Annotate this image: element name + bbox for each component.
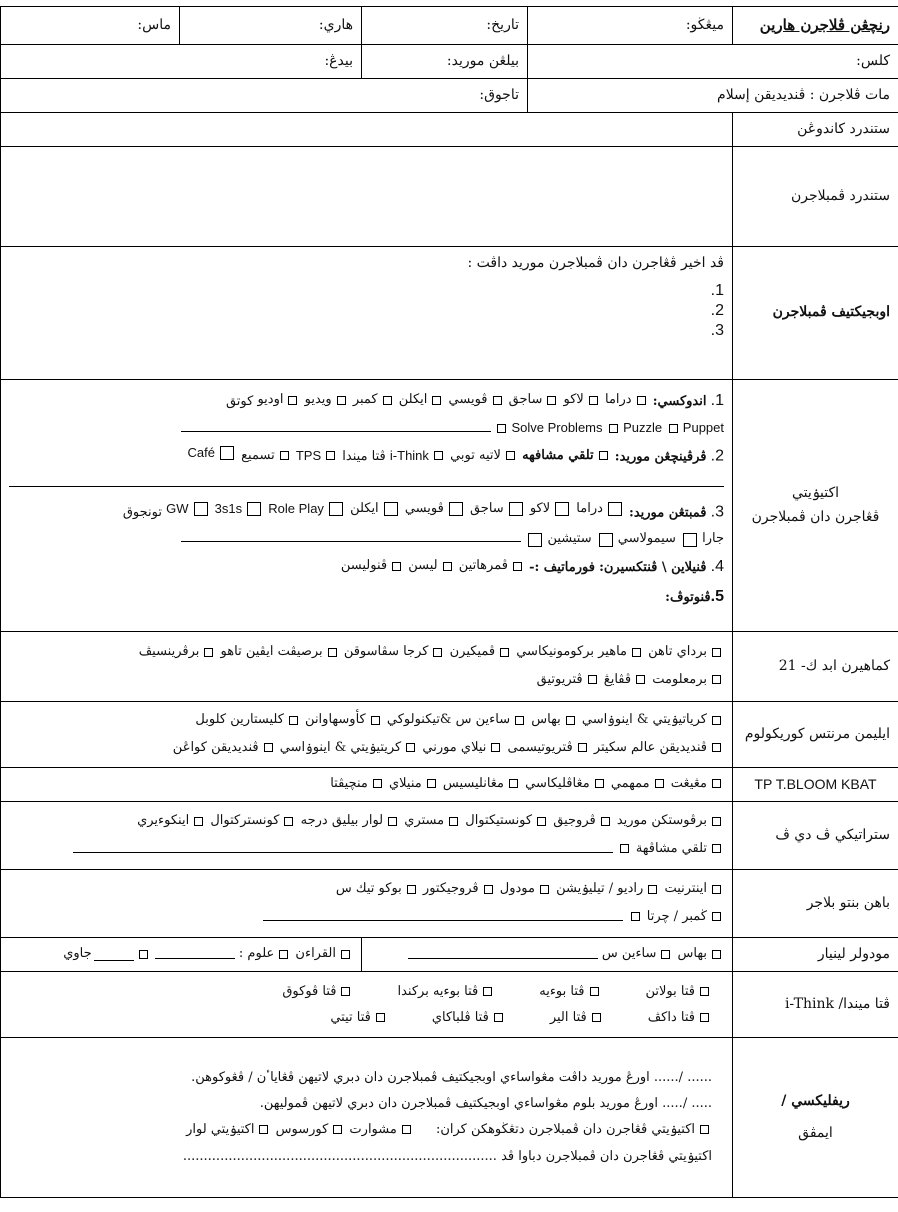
lesson-plan-form xyxy=(0,6,898,1198)
checkbox[interactable] xyxy=(592,1013,601,1022)
skills-label: كماهيرن ابد ك- 21 xyxy=(733,632,898,702)
checkbox[interactable] xyxy=(279,950,288,959)
consolidation-line: 3. ڤمبتڠن موريد: دراما لاكو ساجق ڤويسي ايكلن Role Play 3s1s GW تونجوق xyxy=(122,500,724,520)
checkbox[interactable] xyxy=(449,502,463,516)
bloom-label: TP T.BLOOM KBAT xyxy=(733,768,898,802)
checkbox[interactable] xyxy=(537,817,546,826)
topic-field[interactable]: تاجوق: xyxy=(1,79,528,113)
checkbox[interactable] xyxy=(432,396,441,405)
checkbox[interactable] xyxy=(388,817,397,826)
checkbox[interactable] xyxy=(434,451,443,460)
checkbox[interactable] xyxy=(528,533,542,547)
development-line: 2. ڤرڤينچڠن موريد: تلقي مشافهه لاتيه توبي i-Think ڤتا ميندا TPS تسميع Café xyxy=(187,445,724,465)
checkbox[interactable] xyxy=(383,396,392,405)
aids-label: باهن بنتو بلاجر xyxy=(733,870,898,938)
elements-label: ايليمن مرنتس كوريكولوم xyxy=(733,702,898,768)
form-title: رنچڠن ڤلاجرن هارين xyxy=(733,7,898,45)
checkbox[interactable] xyxy=(509,502,523,516)
content-standard-value[interactable] xyxy=(1,113,733,147)
checkbox[interactable] xyxy=(284,817,293,826)
checkbox[interactable] xyxy=(712,817,721,826)
date-field[interactable]: تاريخ: xyxy=(362,7,528,45)
checkbox[interactable] xyxy=(194,502,208,516)
module-content-right[interactable]: بهاس ساءين س xyxy=(362,938,733,972)
checkbox[interactable] xyxy=(433,648,442,657)
assessment-line: 4. ڤنيلاين \ ڤنتكسيرن: فورماتيف :- ڤمرهاتين ليسن ڤنوليسن xyxy=(340,557,724,575)
checkbox[interactable] xyxy=(264,743,273,752)
reflection-content[interactable]: ....../ ...... اورڠ موريد داڤت مڠواساءي اوبجيكتيف ڤمبلاجرن دان دبري لاتيهن ڤڠاياٴن / ڤڠوكوهن. ...../ ..... اورڠ موريد بلوم مڠواساءي اوبجيكتيف ڤمبلاجرن دان دبري لاتيهن ڤموليهن. اكتيۏيتي ڤڠاجرن دان ڤمبلاجرن دتڠڬوهكن كران: مشوارت كورسوس اكتيۏيتي لوار اكتيۏيتي ڤڠاجرن دان ڤمبلاجرن دباوا ڤد ............................................................................ xyxy=(1,1038,733,1198)
checkbox[interactable] xyxy=(392,562,401,571)
objective-item-3: 3. xyxy=(710,321,724,339)
checkbox[interactable] xyxy=(402,1125,411,1134)
checkbox[interactable] xyxy=(513,562,522,571)
week-field[interactable]: ميڠڬو: xyxy=(528,7,733,45)
checkbox[interactable] xyxy=(712,885,721,894)
checkbox[interactable] xyxy=(655,779,664,788)
checkbox[interactable] xyxy=(333,1125,342,1134)
subject-field: مات ڤلاجرن : ڤنديديقن إسلام xyxy=(528,79,898,113)
checkbox[interactable] xyxy=(329,502,343,516)
checkbox[interactable] xyxy=(712,648,721,657)
checkbox[interactable] xyxy=(493,396,502,405)
checkbox[interactable] xyxy=(712,912,721,921)
checkbox[interactable] xyxy=(341,987,350,996)
strategy-label: ستراتيكي ڤ دي ڤ xyxy=(733,802,898,870)
objective-content[interactable] xyxy=(1,247,733,380)
checkbox[interactable] xyxy=(700,1125,709,1134)
checkbox[interactable] xyxy=(341,950,350,959)
checkbox[interactable] xyxy=(194,817,203,826)
checkbox[interactable] xyxy=(700,1013,709,1022)
present-field[interactable]: بيدڠ: xyxy=(1,45,362,79)
checkbox[interactable] xyxy=(384,502,398,516)
checkbox[interactable] xyxy=(289,716,298,725)
consolidation-line-2: جارا سيمولاسي ستيشين xyxy=(9,527,724,552)
skills-content[interactable]: برداي تاهن ماهير بركومونيكاسي ڤميكيرن كرجا سڤاسوقن برصيڤت ايڤين تاهو برڤرينسيڤ برمعلومت ڤڤايڠ ڤتريوتيق xyxy=(1,632,733,702)
checkbox[interactable] xyxy=(328,648,337,657)
checkbox[interactable] xyxy=(636,675,645,684)
objective-item-2: 2. xyxy=(710,301,724,319)
checkbox[interactable] xyxy=(494,1013,503,1022)
learning-standard-label: ستندرد ڤمبلاجرن xyxy=(733,147,898,247)
student-count-field[interactable]: بيلڠن موريد: xyxy=(362,45,528,79)
checkbox[interactable] xyxy=(595,779,604,788)
checkbox[interactable] xyxy=(220,446,234,460)
checkbox[interactable] xyxy=(280,451,289,460)
checkbox[interactable] xyxy=(484,885,493,894)
checkbox[interactable] xyxy=(326,451,335,460)
checkbox[interactable] xyxy=(555,502,569,516)
checkbox[interactable] xyxy=(506,451,515,460)
bloom-content[interactable]: مڠيڠت ممهمي مڠاڤليكاسي مڠانليسيس منيلاي منچيڤتا xyxy=(1,768,733,802)
checkbox[interactable] xyxy=(588,675,597,684)
checkbox[interactable] xyxy=(661,950,670,959)
checkbox[interactable] xyxy=(608,502,622,516)
checkbox[interactable] xyxy=(373,779,382,788)
checkbox[interactable] xyxy=(483,987,492,996)
ithink-content[interactable]: ڤتا بولاتن ڤتا بوءيه ڤتا بوءيه بركندا ڤتا ڤوكوق ڤتا داكڤ ڤتا الير ڤتا ڤلباكاي ڤتا تيتي xyxy=(1,972,733,1038)
checkbox[interactable] xyxy=(288,396,297,405)
checkbox[interactable] xyxy=(637,396,646,405)
class-field[interactable]: كلس: xyxy=(528,45,898,79)
checkbox[interactable] xyxy=(204,648,213,657)
checkbox[interactable] xyxy=(540,885,549,894)
strategy-content[interactable]: برڤوستكن موريد ڤروجيق كونستيكتوال مستري لوار بيليق درجه كونستركتوال اينكوءيري تلقي مشاڤهة xyxy=(1,802,733,870)
checkbox[interactable] xyxy=(247,502,261,516)
ithink-label: ڤتا ميندا/ i-Think xyxy=(733,972,898,1038)
reflection-label: ريفليكسي / ايمڤق xyxy=(733,1038,898,1198)
checkbox[interactable] xyxy=(700,987,709,996)
checkbox[interactable] xyxy=(601,817,610,826)
checkbox[interactable] xyxy=(427,779,436,788)
checkbox[interactable] xyxy=(631,912,640,921)
checkbox[interactable] xyxy=(609,424,618,433)
elements-content[interactable]: كرياتيۏيتي & اينوۏاسي بهاس ساءين س &تيكنولوكي كأوسهاوانن كليستارين كلوبل ڤنديديقن عالم سكيتر ڤتريوتيسمى نيلاي مورني كريتيۏيتي & اينوۏاسي ڤنديديقن كواڠن xyxy=(1,702,733,768)
checkbox[interactable] xyxy=(620,844,629,853)
aids-content[interactable]: اينترنيت راديو / تيليۏيشن مودول ڤروجيكتور بوكو تيك س ڬمبر / چرتا xyxy=(1,870,733,938)
checkbox[interactable] xyxy=(599,451,608,460)
induction-line-2: Puppet Puzzle Solve Problems xyxy=(9,416,724,441)
objective-item-1: 1. xyxy=(710,281,724,299)
objective-label: اوبجيكتيف ڤمبلاجرن xyxy=(733,247,898,380)
content-standard-label: ستندرد كاندوڠن xyxy=(733,113,898,147)
checkbox[interactable] xyxy=(371,716,380,725)
time-field[interactable]: ماس: xyxy=(1,7,180,45)
module-label: مودولر لينيار xyxy=(733,938,898,972)
checkbox[interactable] xyxy=(590,987,599,996)
checkbox[interactable] xyxy=(449,817,458,826)
checkbox[interactable] xyxy=(712,675,721,684)
checkbox[interactable] xyxy=(566,716,575,725)
checkbox[interactable] xyxy=(259,1125,268,1134)
activity-label: اكتيۏيتي ڤڠاجرن دان ڤمبلاجرن xyxy=(733,380,898,632)
checkbox[interactable] xyxy=(139,950,148,959)
checkbox[interactable] xyxy=(712,779,721,788)
checkbox[interactable] xyxy=(509,779,518,788)
checkbox[interactable] xyxy=(712,950,721,959)
checkbox[interactable] xyxy=(683,533,697,547)
checkbox[interactable] xyxy=(491,743,500,752)
learning-standard-value[interactable] xyxy=(1,147,733,247)
checkbox[interactable] xyxy=(712,743,721,752)
checkbox[interactable] xyxy=(589,396,598,405)
closing-line: 5.ڤنوتوڤ: xyxy=(665,588,724,606)
checkbox[interactable] xyxy=(497,424,506,433)
checkbox[interactable] xyxy=(669,424,678,433)
checkbox[interactable] xyxy=(712,716,721,725)
checkbox[interactable] xyxy=(500,648,509,657)
objective-intro: ڤد اخير ڤڠاجرن دان ڤمبلاجرن موريد داڤت : xyxy=(467,255,724,271)
checkbox[interactable] xyxy=(712,844,721,853)
checkbox[interactable] xyxy=(337,396,346,405)
induction-line: 1. اندوكسي: دراما لاكو ساجق ڤويسي ايكلن كمبر ويديو اوديو كوتق xyxy=(225,392,724,409)
checkbox[interactable] xyxy=(578,743,587,752)
checkbox[interactable] xyxy=(406,743,415,752)
checkbox[interactable] xyxy=(515,716,524,725)
module-content-left[interactable]: القراءن علوم : جاوي xyxy=(1,938,362,972)
checkbox[interactable] xyxy=(376,1013,385,1022)
checkbox[interactable] xyxy=(648,885,657,894)
day-field[interactable]: هاري: xyxy=(180,7,362,45)
checkbox[interactable] xyxy=(599,533,613,547)
activity-content[interactable] xyxy=(1,380,733,632)
checkbox[interactable] xyxy=(407,885,416,894)
checkbox[interactable] xyxy=(547,396,556,405)
checkbox[interactable] xyxy=(443,562,452,571)
checkbox[interactable] xyxy=(632,648,641,657)
